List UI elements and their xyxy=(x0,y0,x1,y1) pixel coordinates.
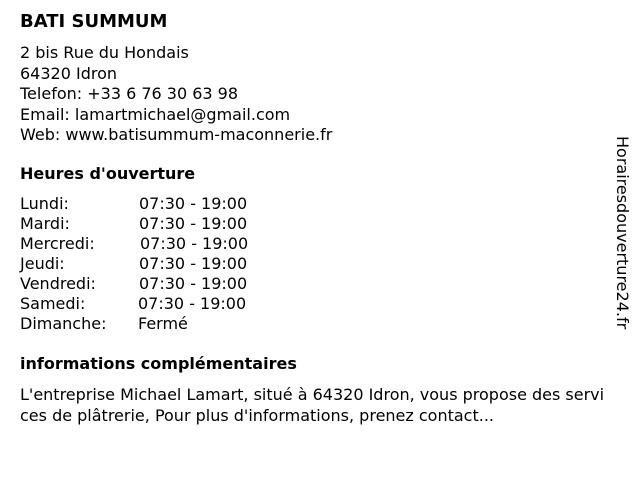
time-range: 07:30 - 19:00 xyxy=(139,274,248,293)
hours-row-friday xyxy=(20,274,320,294)
time-range: 07:30 - 19:00 xyxy=(139,194,248,213)
hours-row-tuesday xyxy=(20,214,320,234)
hours-row-saturday xyxy=(20,294,320,314)
watermark-text: Horairesdouverture24.fr xyxy=(613,136,632,330)
time-range: 07:30 - 19:00 xyxy=(138,294,247,313)
phone-number: Telefon: +33 6 76 30 63 98 xyxy=(20,84,239,103)
email-address: Email: lamartmichael@gmail.com xyxy=(20,104,291,124)
day-label: Dimanche: xyxy=(20,314,107,333)
time-range: Fermé xyxy=(138,314,188,333)
day-label: Mardi: xyxy=(20,214,70,233)
time-range: 07:30 - 19:00 xyxy=(139,214,248,233)
opening-hours-heading: Heures d'ouverture xyxy=(20,164,196,183)
time-range: 07:30 - 19:00 xyxy=(139,254,248,273)
business-description: L'entreprise Michael Lamart, situé à 64320 Idron, vous propose des services de plâtrerie, Pour plus d'informations, prenez contact... xyxy=(20,385,605,425)
time-range: 07:30 - 19:00 xyxy=(140,234,249,253)
day-label: Vendredi: xyxy=(20,274,96,293)
hours-row-thursday xyxy=(20,254,320,274)
day-label: Jeudi: xyxy=(20,254,65,273)
day-label: Mercredi: xyxy=(20,234,95,253)
street-address: 2 bis Rue du Hondais xyxy=(20,43,189,62)
hours-row-wednesday xyxy=(20,234,320,254)
day-label: Lundi: xyxy=(20,194,69,213)
opening-hours-table xyxy=(20,194,320,334)
website: Web: www.batisummum-maconnerie.fr xyxy=(20,125,333,144)
hours-row-sunday xyxy=(20,314,320,334)
additional-info-heading: informations complémentaires xyxy=(20,354,297,373)
hours-row-monday xyxy=(20,194,320,214)
day-label: Samedi: xyxy=(20,294,86,313)
city-postcode: 64320 Idron xyxy=(20,63,118,83)
site-watermark xyxy=(612,136,632,370)
business-name: BATI SUMMUM xyxy=(20,11,168,32)
contact-block xyxy=(20,43,332,146)
